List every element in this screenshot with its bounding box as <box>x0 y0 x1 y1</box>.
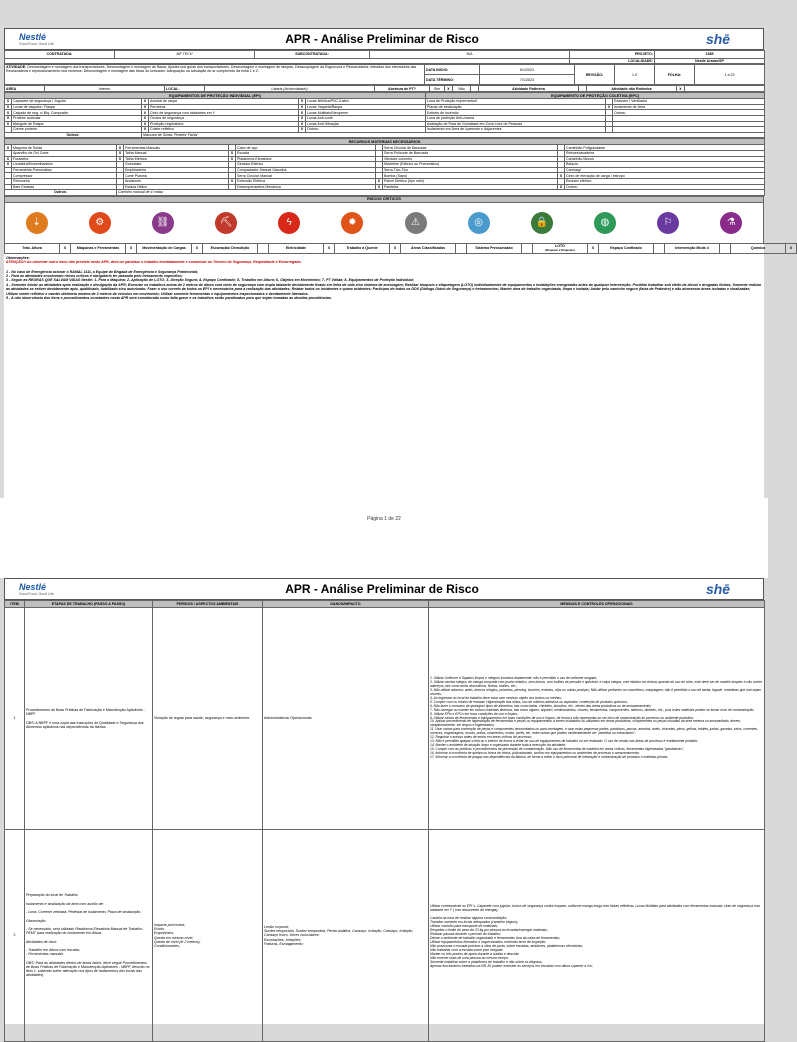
checkbox[interactable]: X <box>142 104 149 110</box>
risk-checkbox[interactable]: X <box>60 243 71 253</box>
risk-label: Trabalho à Quente <box>335 243 390 253</box>
epi-outros-label: Outros: <box>5 132 142 138</box>
machine-icon: ⚙ <box>89 212 111 234</box>
recursos-outros-label: Outros: <box>5 190 117 196</box>
resource-label: Andaimes <box>124 178 229 184</box>
obs-line-2: 2 - Para as atividades envolvendo riscos críticos é obrigatório ter passado pelo treinamento específico; <box>6 273 183 278</box>
col-medidas: MEDIDAS E CONTROLES OPERACIONAIS <box>429 601 765 608</box>
folha-label: FOLHA: <box>655 65 695 85</box>
observacoes-label: Observações: <box>6 255 30 260</box>
risk-label: Intervenção Mods 4 <box>665 243 720 253</box>
row-medidas: 1. Utilizar Uniforme e Sapatos limpos e íntegros trocados diariamente; não é permitido o uso de uniforme rasgado; 2. Utilizar camisa íntegra, de manga comprida com punho elástico, sem bolsos, com botões de pressão e aplicável, e calça íntegra, com elástico na cintura; quando do uso de cinto, este deve ser de modelo simples e não conter adereços, tais como anéis decorativos, fivelas, botões, etc.; 3. Não utilizar adornos: anéis, brincos relógios, pulseiras, piercing, broches, estrelas, clips ou unhas postiças; Não utilizar perfumes ou cosméticos, maquiagem; não é permitido o uso de barba, bigode, costeletas que mal sejam visíveis; 4. Ao ingressar no local de trabalho deve estar sem nenhum objeto nos bolsos ou orelhas; 5. Cumprir com os rótulos de entrada. Higienização das mãos, uso de rolinhos adesivos ou aspirador, contenção de produtos químicos; 6. Não fazer o consumo de quaisquer tipos de alimentos, tais como balas, chicletes, biscoitos, etc., dentro das áreas produtivas ou de armazenamento; 7. Não carregar ou manter em bolsos materiais diversos, tais como cigarro, isqueiro, medicamentos, chaves, ferramentas, componentes, adornos, dinheiro, etc., pois estes materiais podem se tornar risco de contaminação; 8. Utilizar EPIs e EPCs em boas condições de uso e limpos; 9. Utilizar caixas de ferramentas e equipamentos em boas condições de uso e limpos, de forma a não representar ao ser risco de contaminação ao processo ou ambiente produtivo; 10. Aplicar procedimento de higienização de ferramentas e peças ou equipamentos a serem instalados ou utilizados em áreas produtivas, componentes ou peças oriundas da área externa ou almoxarifado, devem, obrigatoriamente, ser limpos e higienizados; 11. Usar caixas para contenção de peças e componentes desmontados ou para montagem, e usar estas pequenas partes, parafusos, porcas, arruelas, anéis, chavetas, pinos, gelhas, rebites, juntas, gaxetas, selos, correntes, cornices, engrenagens, roscas, polias, rolamentos, molas, perfis, etc. entre outras que podem incidentalmente ser "perdidos ou extraviados"; 12. Registrar o acesso antes de entrar em áreas críticas de processo; 13. Não é permitido apalpar a tela ou o interior de forma a evitar ao uso de equipamentos de trabalho ou ser realizado. O uso de celular nas áreas de processo é estritamente proibido; 14. Manter o ambiente de atuação limpo e organizado durante toda a execução da atividade; 15. Cumprir com as políticas e procedimentos de prevenção de contaminação. Não uso de ferramentas de madeira em áreas críticas, ferramentas higienizadas "gambiarras"; 16. Informar a ocorrência de quebra ou trinca de vidros, policarbonato, acrílico em equipamentos ou ambientes de processo e armazenamento; 17. Informar a ocorrência de pragas nas dependências da fábrica, de forma a evitar o risco potencial de infestação e contaminação de produtos e matérias-primas; <box>429 608 765 830</box>
load-icon: ⛓ <box>152 212 174 234</box>
item-label: Exaustor / Ventilador <box>613 99 765 105</box>
document-title: APR - Análise Preliminar de Risco <box>285 32 479 46</box>
checkbox[interactable]: X <box>5 115 12 121</box>
resource-label: Serra Policorte de Bancada <box>383 150 558 156</box>
subcontratada-value: N/A <box>370 51 570 59</box>
resource-label: Corte Plasma <box>124 173 229 179</box>
checkbox[interactable]: X <box>117 156 124 162</box>
row-medidas: Utilizar corretamente os EPI´s: Capacete com jugular; óculos de segurança contra impacto; uniforme manga longa com faixas refletivas, Luvas Multitato para atividades com ferramentas manuais; cinto de segurança com talabarte em Y ( com absorvedor de energia); Cautela na hora de realizar alguma movimentação; Transitar somente em locais adequados (caminho seguro); Utilizar carrinho para transporte de materiais; Respeitar o limite de peso de 23 kg por pessoa ao levantar/carregar materiais; Realizar pausas durante o período de trabalho; Deixar o ambiente de trabalho organizado e ferramentas fora da caixa de ferramentas; Utilizar equipamentos liberados e inspecionados contendo lacre de inspeção; Não posicionar o escada próximo a vãos de porta, sobre escadas, andaimes, plataformas elevatórias; Não trabalhar com a escada sobre piso irregular; Manter os três pontos de apoio durante a subida e descida; Não exercer mais de uma pessoa ao mesmo tempo; Somente trabalhar sobre a plataforma de trabalho e não sobre os degraus; Apenas funcionários treinados na NR-35 podem executar os serviços em escadas com altura superior a 2m; <box>429 830 765 1042</box>
item-label: Luvas de vaqueta / Raspa <box>12 104 142 110</box>
row-perigos: Impacto por/contra; Ruído; Ergonômico; Queda em mesmo nível; Queda de nível (ie 2 metros); Condicionantes; <box>153 830 263 1042</box>
table-row <box>5 830 765 1042</box>
checkbox[interactable]: X <box>5 110 12 116</box>
resource-label: Paleteira <box>383 184 558 190</box>
checkbox[interactable]: X <box>376 178 383 184</box>
checkbox[interactable]: X <box>142 127 149 133</box>
risk-checkbox[interactable]: X <box>588 243 599 253</box>
row-item: 1 <box>5 608 25 830</box>
localidade-value: Nestlé Araras/SP <box>655 59 765 64</box>
obs-line-1: 1 - No caso de Emergência acionar o RAMAL 1111, a Equipe de Brigada de Emergência e Segurança Patrimonial; <box>6 269 199 274</box>
epc-item-label: Isolamento em Área de Içamento e Adjacentes <box>426 127 606 133</box>
risk-checkbox[interactable] <box>258 243 269 253</box>
risk-label: Escavação/ Demolição <box>203 243 258 253</box>
recursos-outros-value: Carrinho manual de 4 rodas; <box>117 190 765 196</box>
epc-item-label: Extintor de incêndio <box>426 110 606 116</box>
nao-checkbox[interactable] <box>471 86 479 92</box>
nestle-logo: Nestlé Good Food, Good Life <box>19 31 54 46</box>
risk-icons-row <box>4 203 764 243</box>
area-table <box>4 85 765 92</box>
revisao-label: REVISÃO: <box>575 65 615 85</box>
data-termino-label: DATA TÉRMINO: <box>425 75 480 85</box>
document-page-1 <box>4 28 793 498</box>
item-label: Colete refletivo <box>149 127 299 133</box>
obs-line-4: 4 - Somente iniciar as atividades após realização e divulgação da APR; Executar os trabalhos acima de 2 metros de altura com cinto de segurança com duplo talabarte devidamente fixado em linha de vida e/ou sistema de ancoragem; Realizar bloqueio e etiquetagem (LOTO) individualmente de equipamentos e instalações energizadas antes de qualquer intervenção; Proibido trabalhar sob efeito de álcool e drogadas ilícitas; Somente realizar as atividades se estiver devidamente apto, qualificado, habilitado e/ou autorizado; Fazer o uso correto de todos os EPI´s necessários para a realização das atividades; Relatar todos os incidentes e quase acidentes; Participar de todos os DDS (Diálogo Diário de Segurança) e treinamentos; Manter área de trabalho organizada, limpa e isolada; Andar pelo caminho seguro (faixa de Pedestre) e não atravessar áreas isoladas e sinalizadas; Utilizar colete refletivo e manter distância mínima de 3 metros de veículos em movimento; Utilizar somente ferramentas e equipamentos inspecionados e devidamente liberados. <box>6 282 762 296</box>
loto-icon: 🔒 <box>531 212 553 234</box>
activity-table <box>4 64 765 85</box>
document-page-2 <box>4 578 764 1024</box>
localidade-label: LOCALIDADE: <box>570 59 655 64</box>
checkbox[interactable]: X <box>5 162 12 168</box>
data-inicio-label: DATA INICIO: <box>425 65 480 75</box>
item-label: Outros: <box>306 127 426 133</box>
checkbox[interactable]: X <box>142 115 149 121</box>
item-label: Capacete de segurança / Jugular <box>12 99 142 105</box>
item-label: Mangote de Raspa <box>12 121 142 127</box>
area-value: Interno <box>45 86 165 92</box>
item-label: Luvas Multitato/Neoprene <box>306 110 426 116</box>
resource-label: Guindaste <box>124 162 229 168</box>
risk-checkbox[interactable]: X <box>192 243 203 253</box>
resource-label: Vibrador concreto <box>383 156 558 162</box>
checkbox[interactable]: X <box>117 150 124 156</box>
epi-outros-value: Máscara de Solda; Protetor Facial <box>142 132 765 138</box>
recursos-table <box>4 138 765 195</box>
row-etapa: Preparação do local de Trabalho Isolamento e sinalização da área com auxílio de: - Lona; Corrente zebrada; Pedestal de isolamento; Placa de sinalização; Observação: - Se necessário, será utilizado Plataforma Elevatória Manual de Trabalho - PEMT para realização do isolamento em Altura. Atividades de risco: - Trabalho em Altura com escada; - Ferramentas manuais OBS: Para as atividades dentro de áreas fabris, deve seguir Procedimentos de Boas Práticas de Fabricação e Manutenção Aplicáveis - NBPF, descrito no item 1, sabendo sofrer alteração nos tipos de isolamentos dos locais das atividades) <box>25 830 153 1042</box>
row-item: 2 <box>5 830 25 1042</box>
sim-label: Sim <box>430 86 445 92</box>
item-label: Outros: <box>613 110 765 116</box>
classified-area-icon: ⚠ <box>405 212 427 234</box>
checkbox[interactable]: X <box>5 104 12 110</box>
work-steps-header <box>5 601 765 608</box>
pt-label: Abertura de PT? <box>375 86 430 92</box>
resource-label: Balacin <box>565 162 765 168</box>
resource-label: Ferramenta Pneumática <box>12 167 117 173</box>
resource-label: Compactador Manual Gasolina <box>236 167 376 173</box>
item-label: Perneiras <box>149 104 299 110</box>
riscos-title: RISCOS CRITICOS <box>5 196 764 202</box>
checkbox[interactable]: X <box>558 184 565 190</box>
checkbox[interactable]: X <box>142 121 149 127</box>
risk-label: Trab. Altura <box>5 243 60 253</box>
resource-label: Compressor <box>12 173 117 179</box>
page-number: Página 1 de 22 <box>367 516 401 522</box>
contratada-label: CONTRATADA: <box>5 51 115 59</box>
nao-label: Não <box>453 86 471 92</box>
resource-label: Lixadeira/Esmerilhadeira <box>12 162 117 168</box>
epc-item-label: Lona de Proteção Impermeável <box>426 99 606 105</box>
resource-label: Serra Tico-Tico <box>383 167 558 173</box>
resource-label: Redutor elétrico <box>565 178 765 184</box>
resource-label: Retroneira <box>12 178 117 184</box>
checkbox[interactable]: X <box>376 184 383 190</box>
checkbox[interactable]: X <box>299 127 306 133</box>
area-label: AREA <box>5 86 45 92</box>
document-header-2 <box>4 578 764 600</box>
nestle-logo-2: Nestlé Good Food, Good Life <box>19 581 54 596</box>
checkbox[interactable]: X <box>299 110 306 116</box>
local-label: LOCAL: <box>165 86 205 92</box>
resource-label: Ferramentas Manuais <box>124 145 229 151</box>
chemical-icon: ⚗ <box>720 212 742 234</box>
mobile-icon: ⚐ <box>657 212 679 234</box>
confined-space-icon: ◍ <box>594 212 616 234</box>
obs-line-3: 3 - Seguir as REGRAS QUE SALVAM VIDAS Nestlé: 1- Para a Máquina; 2- Aplicação de LOTO; 3- Direção Segura; 4- Espaço Confinado; 5- Trabalho em Altura; 6- Objetos em Movimento; 7- PT Válida; 8- Equipamentos de Proteção Individual; <box>6 278 414 283</box>
resource-label: Cabo de aço <box>236 145 376 151</box>
risk-label: LOTO (Bloqueio e Etiquetas) <box>533 243 588 253</box>
nao-rotineira-label: Atividade não Rotineira <box>587 86 677 92</box>
item-label: Óculos de segurança <box>149 115 299 121</box>
electric-icon: ϟ <box>278 212 300 234</box>
resource-label: Cinto de elevação de carga / estropo <box>565 173 765 179</box>
resource-label: Empilhadeira <box>124 167 229 173</box>
item-label: Creme protetor <box>12 127 142 133</box>
risk-checkbox[interactable]: X <box>786 243 797 253</box>
risk-checkbox[interactable]: X <box>390 243 401 253</box>
checkbox[interactable]: X <box>5 156 12 162</box>
resource-label: Plataforma Elevatória <box>236 156 376 162</box>
checkbox[interactable]: X <box>299 121 306 127</box>
item-label: Luvas Vaqueta/Raspa <box>306 104 426 110</box>
rotineira-label: Atividade Rotineira <box>479 86 579 92</box>
excavation-icon: ⛏ <box>215 212 237 234</box>
resource-label: Outros: <box>565 184 765 190</box>
item-label: Luvas Nitrílica/PVC./Latex <box>306 99 426 105</box>
subcontratada-label: SUBCONTRATADA: <box>255 51 370 59</box>
risk-checkbox[interactable] <box>522 243 533 253</box>
risk-checkbox[interactable]: X <box>126 243 137 253</box>
hot-work-icon: ✹ <box>341 212 363 234</box>
item-label: Calçado de seg. c/ Biq. Composite <box>12 110 142 116</box>
resource-label: Talha Manual <box>124 150 229 156</box>
epc-item-label: Placas de sinalização <box>426 104 606 110</box>
col-item: ITEM <box>5 601 25 608</box>
item-label: Isolamento de Área <box>613 104 765 110</box>
resource-label: Painel Elétrico (tipo robô) <box>383 178 558 184</box>
checkbox[interactable]: X <box>229 178 236 184</box>
activity-description: ATIVIDADE: Desmontagem e montagem dos transportadores; Desmontagem e montagem de Bacia; Ajustes dos guias dos transportadores; Desmontagem e montagem de tampas; Desacoplagem da Esguncora e Reccavadeira; retirados dos elevadores das Reccavadeira e reposicionamento dos mesmos; Desmontagem e montagem das bicas do lonizador; Adequação na tubulação de ar comprimido da linha 1 e 2; <box>5 65 425 85</box>
projeto-label: PROJETO: <box>570 51 655 59</box>
checkbox[interactable]: X <box>299 115 306 121</box>
risk-label: Química <box>731 243 786 253</box>
row-danos: Lesão corporal; Surdez temporária, Surdez temporária, Perda auditiva, Cansaço, Irritação, Cansaço, Irritação, Cansaço físico, Dores musculares; Escoriações, Irritações; Fraturas, Esmagamento; <box>263 830 429 1042</box>
resource-label: Gerador Elétrico <box>236 162 376 168</box>
contratada-value: MF TECH <box>115 51 255 59</box>
epc-title: EQUIPAMENTO DE PROTEÇÃO COLETIVA (EPC) <box>426 93 765 99</box>
table-row <box>5 608 765 830</box>
checkbox[interactable]: X <box>299 104 306 110</box>
risk-label: Movimentação de Cargas <box>137 243 192 253</box>
resource-label: Caminhão Poliguindaste <box>565 145 765 151</box>
nao-rotineira-checkbox[interactable]: X <box>677 86 685 92</box>
observacoes-section <box>4 254 764 303</box>
she-logo: shē <box>705 31 731 47</box>
item-label: Luvas Anti-Vibração <box>306 121 426 127</box>
pressure-icon: ◎ <box>468 212 490 234</box>
checkbox[interactable]: X <box>5 145 12 151</box>
epi-title: EQUIPAMENTOS DE PROTEÇÃO INDIVIDUAL (EPI) <box>5 93 426 99</box>
epi-table <box>4 92 765 138</box>
checkbox[interactable]: X <box>606 104 613 110</box>
resource-label: Talha Elétrica <box>124 156 229 162</box>
col-perigos: PERIGOS / ASPECTOS AMBIENTAIS <box>153 601 263 608</box>
epc-item-label: Lona de proteção Anti-chama <box>426 115 606 121</box>
resource-label: Escada <box>236 150 376 156</box>
revisao-value: 1.0 <box>615 65 655 85</box>
risk-checkbox[interactable] <box>456 243 467 253</box>
rotineira-checkbox[interactable] <box>579 86 587 92</box>
checkbox[interactable]: X <box>117 145 124 151</box>
data-inicio-value: 6/1/2023 <box>480 65 575 75</box>
risk-label: Eletricidade <box>269 243 324 253</box>
checkbox[interactable]: X <box>5 99 12 105</box>
resource-label: Estaca Hélice <box>124 184 229 190</box>
resource-label: Retroescavadeira <box>565 150 765 156</box>
checkbox[interactable]: X <box>299 99 306 105</box>
resource-label: Desempenadeira Mecânica <box>236 184 376 190</box>
risk-checkbox[interactable]: X <box>324 243 335 253</box>
row-etapa: Procedimentos de Boas Práticas de Fabricação e Manutenção Aplicáveis - NBPF OBS: A NBPF é uma cópia das Instruções de Qualidade e Segurança dos Alimentos aplicáveis nas dependências da fábrica. <box>25 608 153 830</box>
resource-label: Carrinagi <box>565 167 765 173</box>
folha-value: 1 a 23 <box>695 65 765 85</box>
risk-label: Máquinas e Ferramentas <box>71 243 126 253</box>
document-header <box>4 28 764 50</box>
resource-label: Martelete (Elétrico ou Pneumático) <box>383 162 558 168</box>
resource-label: Serra Circular de Bancada <box>383 145 558 151</box>
checkbox[interactable]: X <box>558 173 565 179</box>
risk-checkbox[interactable] <box>720 243 731 253</box>
row-perigos: Violação de regras para saúde, segurança e meio ambiente. <box>153 608 263 830</box>
fall-icon: ⇣ <box>26 212 48 234</box>
header-info-table <box>4 50 765 64</box>
item-label: Cinto de segurança com talabartes em Y <box>149 110 299 116</box>
resource-label: Bate Estacas <box>12 184 117 190</box>
resource-label: Bomba (Sapo) <box>383 173 558 179</box>
item-label: Protetor auricular <box>12 115 142 121</box>
col-danos: DANOS/IMPACTO <box>263 601 429 608</box>
row-danos: Administrativos/ Operacionais <box>263 608 429 830</box>
checkbox[interactable]: X <box>142 110 149 116</box>
risk-labels-table <box>4 243 797 254</box>
sim-checkbox[interactable]: X <box>445 86 453 92</box>
data-termino-value: 7/1/2023 <box>480 75 575 85</box>
risk-label: Sistema Pressurizado <box>467 243 522 253</box>
resource-label: Extensão Elétrica <box>236 178 376 184</box>
she-logo-2: shē <box>705 581 731 597</box>
resource-label: Máquina de Solda <box>12 145 117 151</box>
item-label: Avental de raspa <box>149 99 299 105</box>
risk-label: Espaço Confinado <box>599 243 654 253</box>
document-title-2: APR - Análise Preliminar de Risco <box>285 582 479 596</box>
checkbox[interactable]: X <box>229 150 236 156</box>
resource-label: Caminhão Munck <box>565 156 765 162</box>
checkbox[interactable]: X <box>5 121 12 127</box>
projeto-value: 1385 <box>655 51 765 59</box>
riscos-title-table <box>4 196 764 203</box>
checkbox[interactable]: X <box>142 99 149 105</box>
risk-checkbox[interactable] <box>654 243 665 253</box>
recursos-title: RECURSOS MATERIAIS NECESSÁRIOS <box>5 139 765 145</box>
resource-label: Furadeira <box>12 156 117 162</box>
risk-label: Áreas Classificadas <box>401 243 456 253</box>
item-label: Proteção respiratória <box>149 121 299 127</box>
col-etapas: ETAPAS DE TRABALHO (PASSO A PASSO) <box>25 601 153 608</box>
item-label: Luvas Anti-corte <box>306 115 426 121</box>
work-steps-table <box>4 600 765 1042</box>
epc-item-label: Avaliação de Rota de Guindaste em Zona Livre de Pessoas <box>426 121 606 127</box>
obs-line-5: 5 - A não observância dos itens e procedimentos constantes nesta APR será considerada como falta grave e os trabalhos serão paralisados para que sejam tomadas as devidas providências. <box>6 295 332 300</box>
atencao-warning: ATENÇÃO!! Ao observar outro risco não previsto neste APR, deve-se paralisar o trabalho imediatamente e comunicar ao Técnico de Segurança, Requisitante e Encarregado. <box>6 260 302 265</box>
resource-label: Aparelho de Oxi Corte <box>12 150 117 156</box>
checkbox[interactable]: X <box>229 156 236 162</box>
local-value: Lataria (Achocolatado) <box>205 86 375 92</box>
resource-label: Serra Circular Manual <box>236 173 376 179</box>
